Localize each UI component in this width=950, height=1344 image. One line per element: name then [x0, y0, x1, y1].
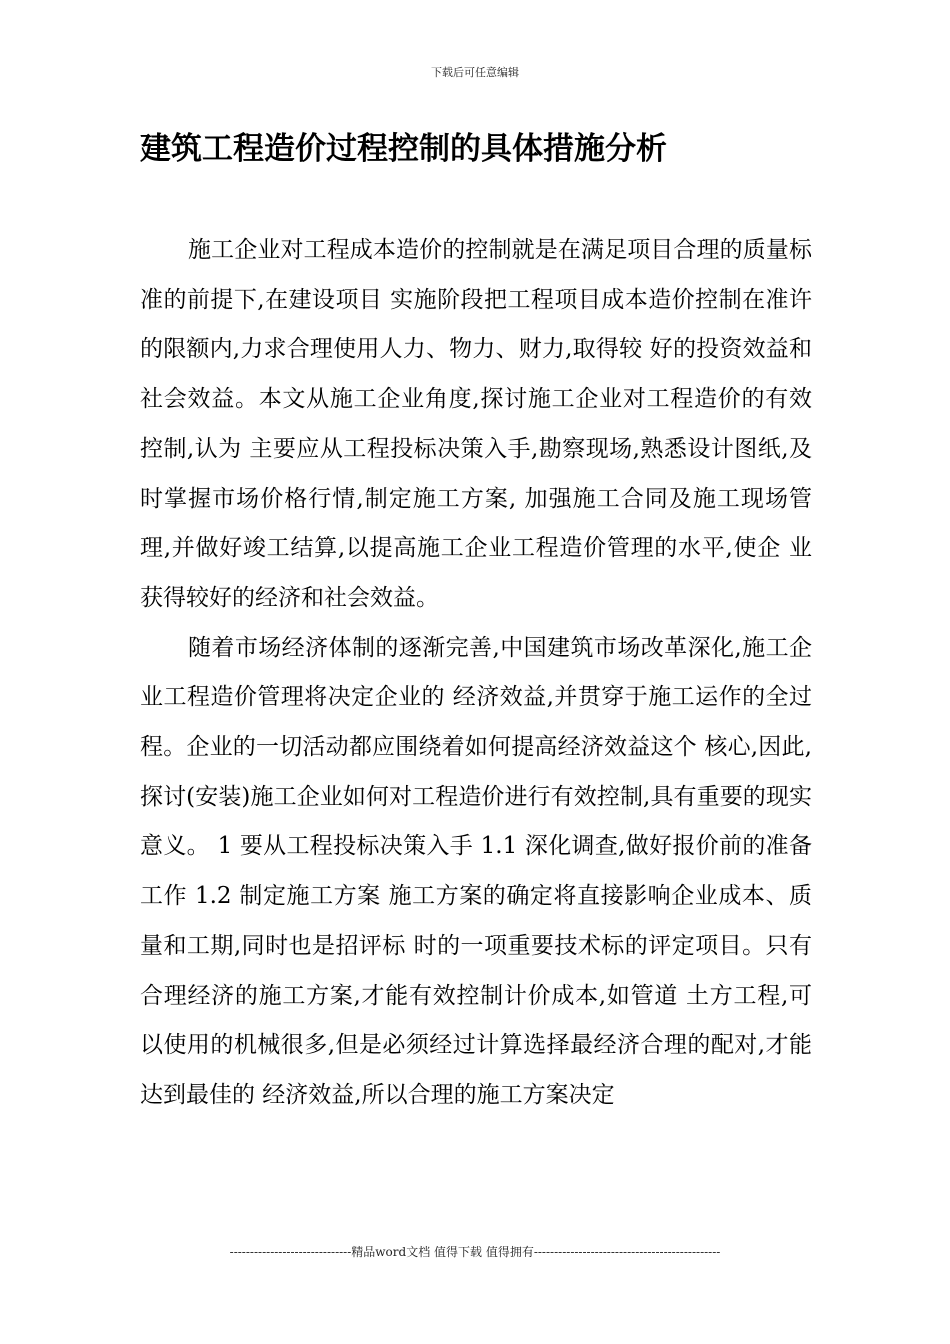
document-body — [140, 226, 812, 1121]
header-note: 下载后可任意编辑 — [431, 66, 519, 79]
paragraph-2: 随着市场经济体制的逐渐完善,中国建筑市场改革深化,施工企业工程造价管理将决定企业的 经济效益,并贯穿于施工运作的全过程。企业的一切活动都应围绕着如何提高经济效益这个 核心,因此,探讨(安装)施工企业如何对工程造价进行有效控制,具有重要的现实意义。 1 要从工程投标决策入手 1.1 深化调查,做好报价前的准备工作 1.2 制定施工方案 施工方案的确定将直接影响企业成本、质量和工期,同时也是招评标 时的一项重要技术标的评定项目。只有合理经济的施工方案,才能有效控制计价成本,如管道 土方工程,可以使用的机械很多,但是必须经过计算选择最经济合理的配对,才能达到最佳的 经济效益,所以合理的施工方案决定 — [140, 634, 812, 1108]
paragraph-1: 施工企业对工程成本造价的控制就是在满足项目合理的质量标准的前提下,在建设项目 实施阶段把工程项目成本造价控制在准许的限额内,力求合理使用人力、物力、财力,取得较 好的投资效益和社会效益。本文从施工企业角度,探讨施工企业对工程造价的有效控制,认为 主要应从工程投标决策入手,勘察现场,熟悉设计图纸,及时掌握市场价格行情,制定施工方案, 加强施工合同及施工现场管理,并做好竣工结算,以提高施工企业工程造价管理的水平,使企 业获得较好的经济和社会效益。 — [140, 237, 812, 611]
document-title: 建筑工程造价过程控制的具体措施分析 — [140, 131, 667, 167]
footer-note: ------------------------------精品word文档 值得下载 值得拥有---------------------------------------------- — [229, 1245, 721, 1259]
